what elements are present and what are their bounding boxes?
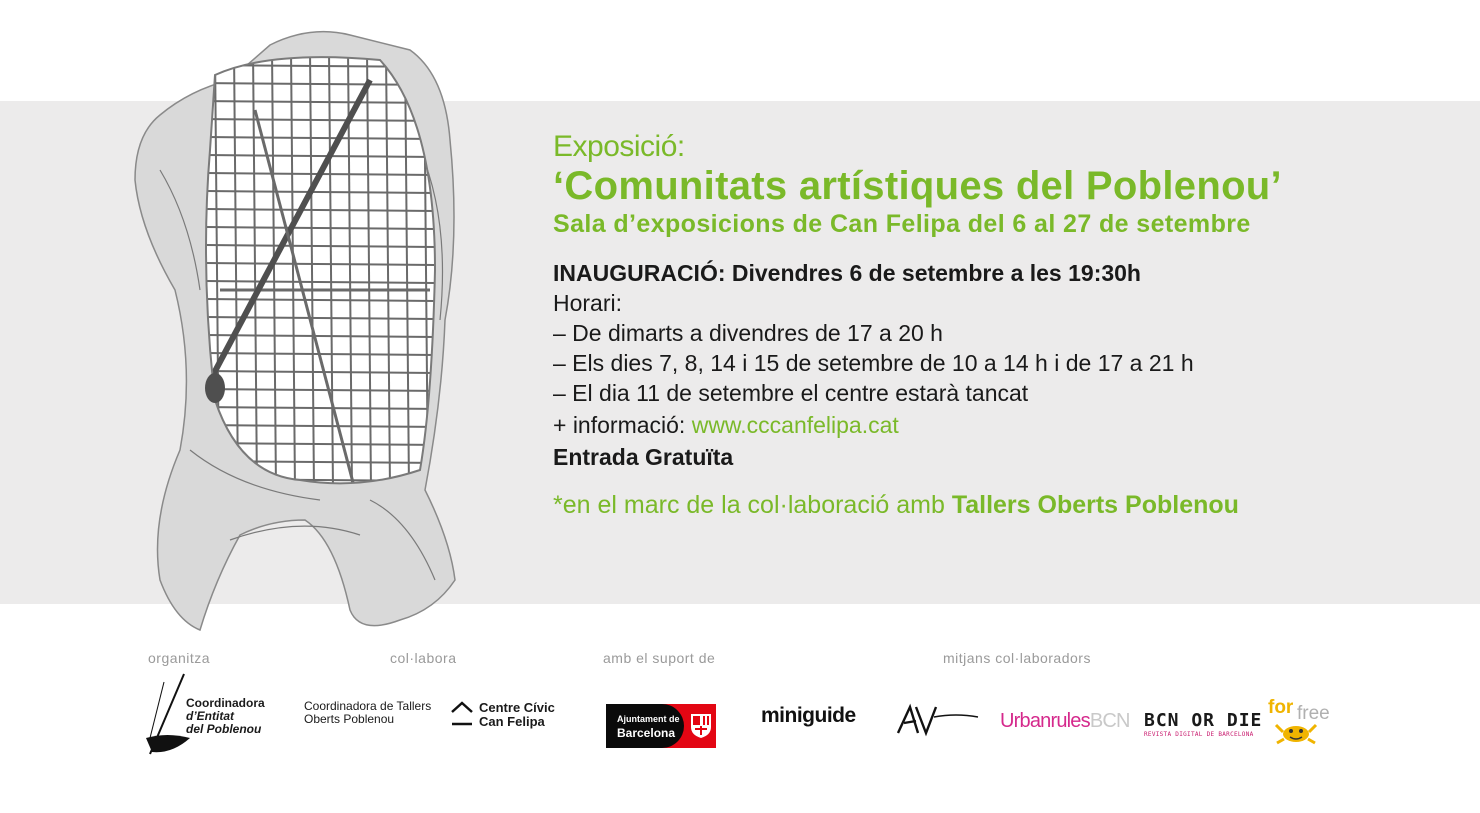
tallers-line: Oberts Poblenou (304, 712, 395, 726)
urbanrules-name: Urbanrules (1000, 710, 1090, 732)
civic-center-logo (450, 700, 562, 732)
urbanrules-logo (1000, 710, 1130, 733)
tallers-logo (304, 700, 431, 726)
media-label: mitjans col·laboradors (943, 650, 1091, 666)
inauguration-text: INAUGURACIÓ: Divendres 6 de setembre a les 19:30h (553, 260, 1141, 286)
collaboration-note (553, 490, 1463, 520)
schedule-label: Horari: (553, 290, 623, 316)
website-link[interactable]: www.cccanfelipa.cat (691, 412, 899, 438)
support-label: amb el suport de (603, 650, 716, 666)
collaboration-partner: Tallers Oberts Poblenou (951, 491, 1239, 519)
schedule-item: – El dia 11 de setembre el centre estarà tancat (553, 380, 1029, 406)
av-signature-logo (896, 703, 980, 737)
bcn-or-die-tagline: REVISTA DIGITAL DE BARCELONA (1144, 731, 1254, 738)
city-shield-icon (690, 713, 712, 739)
ajuntament-line: Ajuntament de (617, 714, 680, 724)
organizer-label: organitza (148, 650, 211, 666)
more-info (553, 410, 1463, 440)
house-icon (450, 700, 474, 728)
civic-center-line: Can Felipa (479, 714, 545, 729)
urbanrules-city: BCN (1089, 710, 1130, 732)
more-info-label: + informació: (553, 412, 692, 438)
coordinadora-line: del Poblenou (186, 722, 262, 736)
exhibition-venue: Sala d’exposicions de Can Felipa del 6 al 27 de setembre (553, 210, 1251, 238)
coordinadora-logo (186, 697, 265, 736)
schedule-item: – De dimarts a divendres de 17 a 20 h (553, 320, 943, 346)
miniguide-logo: miniguide (761, 704, 856, 727)
civic-center-line: Centre Cívic (479, 700, 555, 715)
collaborator-label: col·labora (390, 650, 457, 666)
collaboration-prefix: *en el marc de la col·laboració amb (553, 491, 952, 519)
exhibition-title: ‘Comunitats artístiques del Poblenou’ (553, 164, 1282, 208)
event-info (553, 130, 1463, 520)
entry-text: Entrada Gratuïta (553, 444, 734, 470)
bcn-or-die-logo (1144, 710, 1262, 738)
ajuntament-logo (606, 704, 716, 748)
ajuntament-line: Barcelona (617, 726, 676, 740)
tallers-line: Coordinadora de Tallers (304, 699, 432, 713)
exhibition-label: Exposició: (553, 130, 685, 163)
boat-icon (142, 672, 192, 758)
torso-map-illustration (120, 20, 465, 645)
forfree-logo (1266, 697, 1338, 747)
coordinadora-line: d’Entitat (186, 709, 234, 723)
coordinadora-name: Coordinadora (186, 696, 265, 710)
forfree-for: for (1268, 697, 1294, 718)
forfree-free: free (1297, 703, 1330, 724)
schedule-item: – Els dies 7, 8, 14 i 15 de setembre de 10 a 14 h i de 17 a 21 h (553, 350, 1194, 376)
crab-icon (1274, 719, 1318, 745)
bcn-or-die-name: BCN OR DIE (1144, 710, 1263, 731)
